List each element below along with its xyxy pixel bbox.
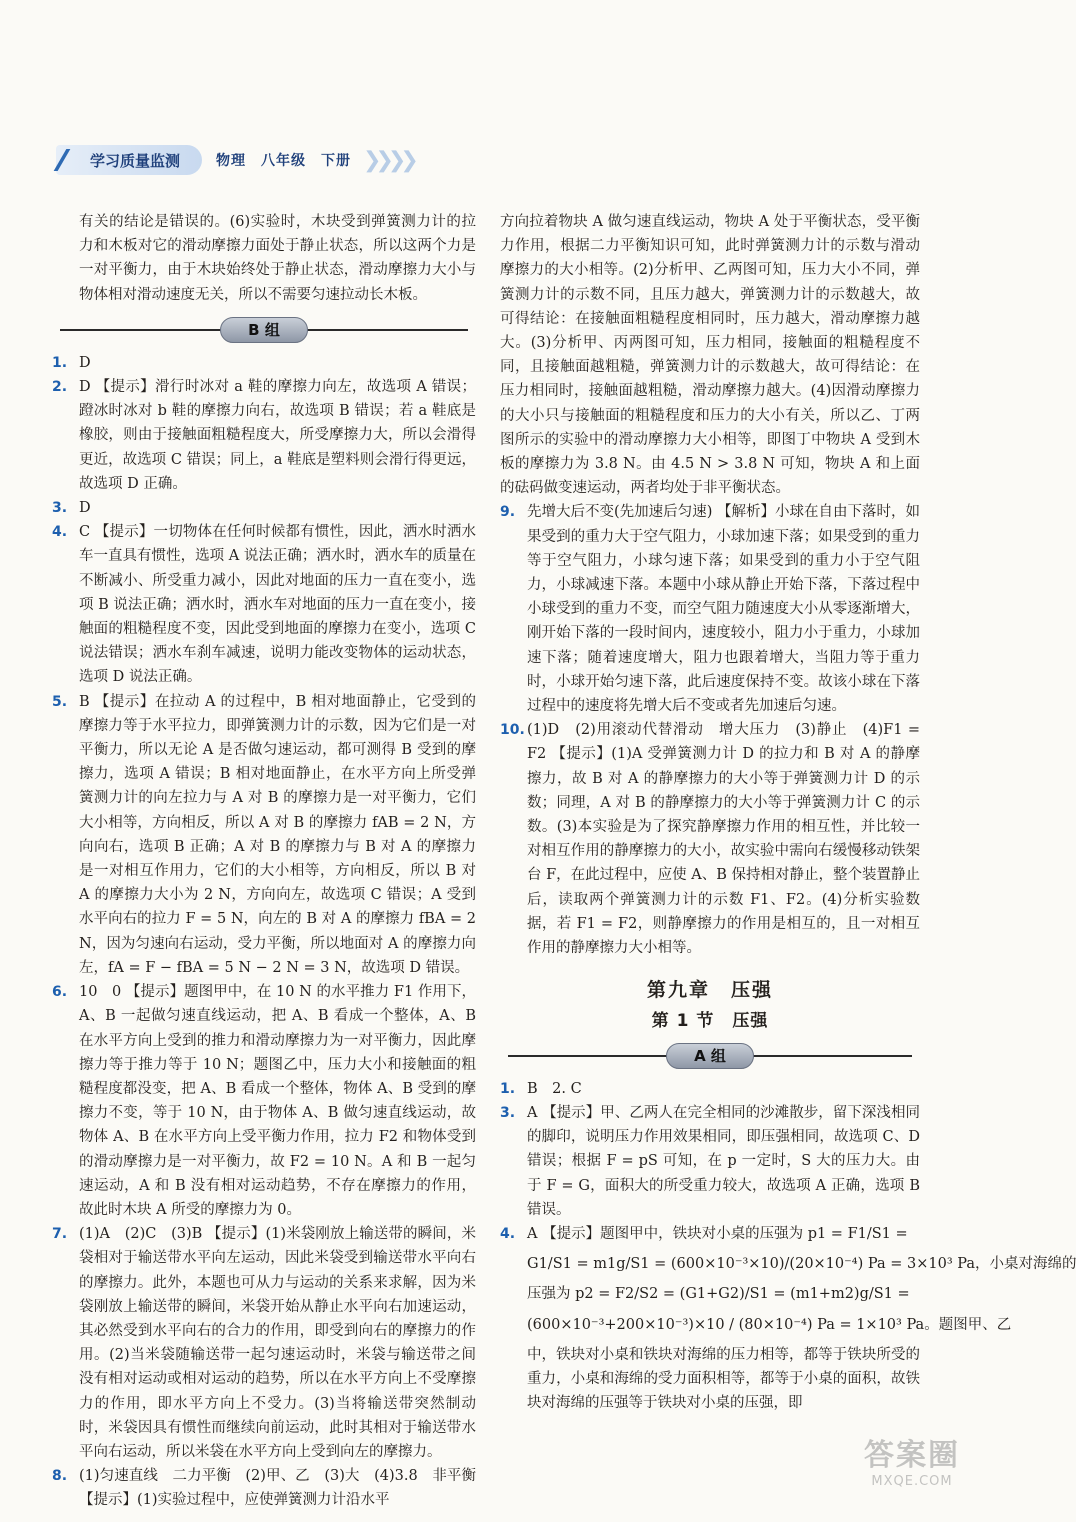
item-text: 10 0 【提示】题图甲中，在 10 N 的水平推力 F1 作用下，A、B 一起做匀速直线运动，把 A、B 看成一个整体，A、B 在水平方向上受到的推力和滑动摩擦力为一对平衡力，因此摩擦力等于推力等于 10 N；题图乙中，压力大小和接触面的粗糙程度都没变，把 A、B 看成一个整体，物体 A、B 受到的摩擦力不变，等于 10 N，由于物体 A、B 做匀速直线运动，故物体 A、B 在水平方向上受平衡力作用，拉力 F2 和物体受到的滑动摩擦力是一对平衡力，故 F2 = 10 N。A 和 B 一起匀速运动，A 和 B 没有相对运动趋势，不存在摩擦力的作用，故此时木块 A 所受的摩擦力为 0。 — [79, 984, 476, 1218]
item-text: (1)A (2)C (3)B 【提示】(1)米袋刚放上输送带的瞬间，米袋相对于输送带水平向左运动，因此米袋受到输送带水平向右的摩擦力。此外，本题也可从力与运动的关系来求解，因为米袋刚放上输送带的瞬间，米袋开始从静止水平向右加速运动，其必然受到水平向右的合力的作用，即受到向右的摩擦力的作用。(2)当米袋随输送带一起匀速运动时，米袋与输送带之间没有相对运动或相对运动的趋势，所以在水平方向上不受摩擦力的作用，即水平方向上不受力。(3)当将输送带突然制动时，米袋因具有惯性而继续向前运动，此时其相对于输送带水平向右运动，所以米袋在水平方向上受到向左的摩擦力。 — [79, 1226, 476, 1460]
item-number: 6. — [52, 984, 68, 1001]
item-8-continuation: 方向拉着物块 A 做匀速直线运动，物块 A 处于平衡状态，受平衡力作用，根据二力平衡知识可知，此时弹簧测力计的示数与滑动摩擦力的大小相等。(2)分析甲、乙两图可知，压力大小不同，弹簧测力计的示数不同，且压力越大，弹簧测力计的示数越大，故可得结论：在接触面粗糙程度相同时，压力越大，滑动摩擦力越大。(3)分析甲、丙两图可知，压力相同，接触面的粗糙程度不同，且接触面越粗糙，弹簧测力计的示数越大，故可得结论：在压力相同时，接触面越粗糙，滑动摩擦力越大。(4)因滑动摩擦力的大小只与接触面的粗糙程度和压力的大小有关，所以乙、丁两图所示的实验中的滑动摩擦力大小相等，即图丁中物块 A 受到木板的摩擦力为 3.8 N。由 4.5 N > 3.8 N 可知，物块 A 和上面的砝码做变速运动，两者均处于非平衡状态。 — [500, 214, 920, 497]
item-text: (1)匀速直线 二力平衡 (2)甲、乙 (3)大 (4)3.8 非平衡 【提示】(1)实验过程中，应使弹簧测力计沿水平 — [79, 1468, 476, 1509]
chapter-title: 第九章 压强 — [646, 979, 773, 1002]
item-number: 2. — [52, 379, 68, 396]
answer-item — [52, 520, 476, 689]
item-number: 3. — [52, 500, 68, 517]
item-number: 1. — [52, 354, 68, 371]
answer-item — [52, 690, 476, 980]
section-title: 第 1 节 压强 — [651, 1010, 769, 1031]
answer-item — [500, 718, 920, 960]
item-4-tail: 中，铁块对小桌和铁块对海绵的压力相等，都等于铁块所受的重力，小桌和海绵的受力面积相等，都等于小桌的面积，故铁块对海绵的压强等于铁块对小桌的压强，即 — [527, 1346, 920, 1412]
item-text: D — [79, 354, 91, 371]
answer-item — [52, 351, 476, 375]
item-text: B 2. C — [527, 1080, 582, 1097]
left-column — [52, 210, 476, 1513]
item-number: 9. — [500, 504, 516, 521]
answer-item — [500, 500, 920, 718]
formula-line: G1/S1 = m1g/S1 = (600×10⁻³×10)/(20×10⁻⁴) Pa = 3×10³ Pa，小桌对海绵的 — [527, 1256, 1076, 1273]
answer-item — [52, 375, 476, 496]
page-header — [56, 143, 426, 177]
item-text: (1)D (2)用滚动代替滑动 增大压力 (3)静止 (4)F1 = F2 【提示】(1)A 受弹簧测力计 D 的拉力和 B 对 A 的静摩擦力，故 B 对 A 的静摩擦力的大小等于弹簧测力计 D 的示数；同理，A 对 B 的静摩擦力的大小等于弹簧测力计 C 的示数。(3)本实验是为了探究静摩擦力作用的相互性，并比较一对相互作用的静摩擦力的大小，故实验中需向右缓慢移动铁架台 F，在此过程中，应使 A、B 保持相对静止，整个装置静止后，读取两个弹簧测力计的示数 F1、F2。(4)分析实验数据，若 F1 = F2，则静摩擦力的作用是相互的，且一对相互作用的静摩擦力大小相等。 — [527, 722, 921, 957]
answer-item — [500, 1101, 920, 1222]
item-number: 3. — [500, 1104, 516, 1121]
answer-item — [52, 496, 476, 520]
item-text: A 【提示】题图甲中，铁块对小桌的压强为 p1 = F1/S1 = — [527, 1225, 908, 1242]
item-number: 4. — [52, 524, 68, 541]
item-text: A 【提示】甲、乙两人在完全相同的沙滩散步，留下深浅相同的脚印，说明压力作用效果相同，即压强相同，故选项 C、D 错误；根据 F = pS 可知，在 p 一定时，S 大的压力大。由于 F = G，面积大的所受重力较大，故选项 A 正确，选项 B 错误。 — [527, 1104, 920, 1218]
item-text: B 【提示】在拉动 A 的过程中，B 相对地面静止，它受到的摩擦力等于水平拉力，即弹簧测力计的示数，因为它们是一对平衡力，所以无论 A 是否做匀速运动，都可测得 B 受到的摩擦力，选项 A 错误；B 相对地面静止，在水平方向上所受弹簧测力计的向左拉力与 A 对 B 的摩擦力是一对平衡力，它们大小相等，方向相反，所以 A 对 B 的摩擦力 fAB = 2 N，方向向右，选项 B 正确；A 对 B 的摩擦力与 B 对 A 的摩擦力是一对相互作用力，它们的大小相等，方向相反，所以 B 对 A 的摩擦力大小为 2 N，方向向左，故选项 C 错误；A 受到水平向右的拉力 F = 5 N，向左的 B 对 A 的摩擦力 fBA = 2 N，因为匀速向右运动，受力平衡，所以地面对 A 的摩擦力向左，fA = F − fBA = 5 N − 2 N = 3 N，故选项 D 错误。 — [79, 693, 476, 976]
formula-line: 压强为 p2 = F2/S2 = (G1+G2)/S1 = (m1+m2)g/S1 = — [527, 1286, 910, 1303]
chevron-right-icon: ❯❯❯❯ — [363, 147, 413, 173]
header-badge: 学习质量监测 — [56, 145, 202, 175]
item-number: 8. — [52, 1468, 68, 1485]
item-number: 4. — [500, 1225, 516, 1242]
group-a-divider — [500, 1039, 920, 1073]
watermark-logo: 答案圈 — [864, 1437, 960, 1473]
item-number: 10. — [500, 722, 525, 739]
formula-line: (600×10⁻³+200×10⁻³)×10 / (80×10⁻⁴) Pa = 1×10³ Pa。题图甲、乙 — [527, 1316, 1012, 1333]
answer-item — [500, 1077, 920, 1101]
answer-item — [500, 1222, 920, 1246]
item-number: 1. — [500, 1080, 516, 1097]
watermark — [852, 1420, 972, 1498]
item-text: D 【提示】滑行时冰对 a 鞋的摩擦力向左，故选项 A 错误；蹬冰时冰对 b 鞋的摩擦力向右，故选项 B 错误；若 a 鞋底是橡胶，则由于接触面粗糙程度大，所受摩擦力大，所以会滑得更近，故选项 C 错误；同上，a 鞋底是塑料则会滑行得更远，故选项 D 正确。 — [79, 379, 476, 492]
item-text: D — [79, 500, 91, 517]
group-b-divider — [52, 313, 476, 347]
intro-paragraph: 有关的结论是错误的。(6)实验时，木块受到弹簧测力计的拉力和木板对它的滑动摩擦力面处于静止状态，所以这两个力是一对平衡力，由于木块始终处于静止状态，滑动摩擦力大小与物体相对滑动速度无关，所以不需要匀速拉动长木板。 — [79, 214, 476, 303]
group-a-label: A 组 — [666, 1043, 754, 1069]
watermark-url: MXQE.COM — [871, 1473, 953, 1489]
answer-item — [52, 1222, 476, 1464]
answer-item — [52, 980, 476, 1222]
header-subtitle: 物理 八年级 下册 — [216, 153, 352, 169]
group-b-label: B 组 — [220, 317, 308, 343]
item-number: 5. — [52, 693, 68, 710]
item-text: 先增大后不变(先加速后匀速) 【解析】小球在自由下落时，如果受到的重力大于空气阻力，小球加速下落；如果受到的重力等于空气阻力，小球匀速下落；如果受到的重力小于空气阻力，小球减速下落。本题中小球从静止开始下落，下落过程中小球受到的重力不变，而空气阻力随速度大小从零逐渐增大，刚开始下落的一段时间内，速度较小，阻力小于重力，小球加速下落；随着速度增大，阻力也跟着增大，当阻力等于重力时，小球开始匀速下落，此后速度保持不变。故该小球在下落过程中的速度将先增大后不变或者先加速后匀速。 — [527, 504, 920, 715]
right-column — [500, 210, 1076, 1415]
answer-item — [52, 1464, 476, 1512]
item-text: C 【提示】一切物体在任何时候都有惯性，因此，洒水时洒水车一直具有惯性，选项 A 说法正确；洒水时，洒水车的质量在不断减小、所受重力减小，因此对地面的压力一直在变小，选项 B 说法正确；洒水时，洒水车对地面的压力一直在变小，接触面的粗糙程度不变，因此受到地面的摩擦力在变小，选项 C 说法错误；洒水车刹车减速，说明力能改变物体的运动状态，选项 D 说法正确。 — [79, 524, 476, 686]
item-number: 7. — [52, 1226, 68, 1243]
